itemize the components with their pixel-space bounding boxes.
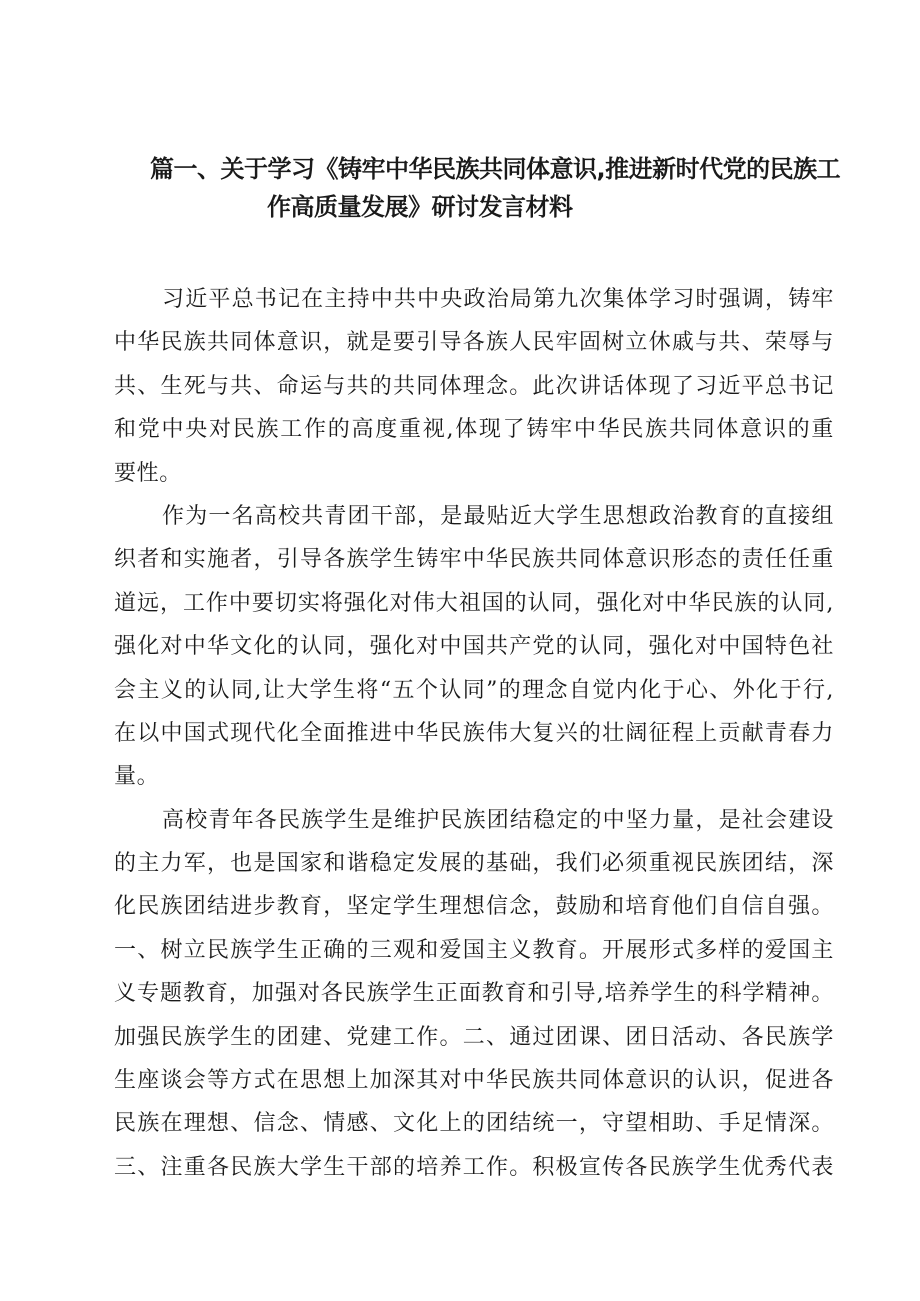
paragraph-line: 化民族团结进步教育，坚定学生理想信念，鼓励和培育他们自信自强。: [114, 894, 834, 920]
paragraph-line: 三、注重各民族大学生干部的培养工作。积极宣传各民族学生优秀代表: [114, 1154, 834, 1180]
document-title: [150, 150, 850, 226]
paragraph-line: 民族在理想、信念、情感、文化上的团结统一，守望相助、手足情深。: [114, 1111, 834, 1137]
paragraph-line: 作为一名高校共青团干部，是最贴近大学生思想政治教育的直接组: [162, 503, 834, 529]
title-line: 篇一、关于学习《铸牢中华民族共同体意识,推进新时代党的民族工: [150, 155, 841, 183]
paragraph-line: 义专题教育，加强对各民族学生正面教育和引导,培养学生的科学精神。: [114, 981, 834, 1007]
paragraph-line: 要性。: [114, 460, 182, 486]
paragraph-line: 道远，工作中要切实将强化对伟大祖国的认同，强化对中华民族的认同,: [114, 590, 834, 616]
paragraph-line: 生座谈会等方式在思想上加深其对中华民族共同体意识的认识，促进各: [114, 1068, 834, 1094]
paragraph-line: 和党中央对民族工作的高度重视,体现了铸牢中华民族共同体意识的重: [114, 417, 834, 443]
paragraph-line: 共、生死与共、命运与共的共同体理念。此次讲话体现了习近平总书记: [114, 373, 834, 399]
paragraph-line: 一、树立民族学生正确的三观和爱国主义教育。开展形式多样的爱国主: [114, 937, 834, 963]
paragraph-line: 织者和实施者，引导各族学生铸牢中华民族共同体意识形态的责任任重: [114, 547, 834, 573]
paragraph-line: 在以中国式现代化全面推进中华民族伟大复兴的壮阔征程上贡献青春力: [114, 720, 834, 746]
paragraph-line: 的主力军，也是国家和谐稳定发展的基础，我们必须重视民族团结，深: [114, 851, 834, 877]
paragraph-line: 会主义的认同,让大学生将“五个认同”的理念自觉内化于心、外化于行,: [114, 677, 834, 703]
document-body: [114, 278, 834, 1189]
paragraph-line: 强化对中华文化的认同，强化对中国共产党的认同，强化对中国特色社: [114, 634, 834, 660]
paragraph-line: 加强民族学生的团建、党建工作。二、通过团课、团日活动、各民族学: [114, 1024, 834, 1050]
paragraph-line: 习近平总书记在主持中共中央政治局第九次集体学习时强调，铸牢: [162, 287, 834, 312]
paragraph-line: 量。: [114, 764, 160, 790]
paragraph-line: 高校青年各民族学生是维护民族团结稳定的中坚力量，是社会建设: [162, 807, 834, 833]
title-line: 作高质量发展》研讨发言材料: [267, 193, 573, 221]
paragraph-line: 中华民族共同体意识，就是要引导各族人民牢固树立休戚与共、荣辱与: [114, 330, 834, 356]
